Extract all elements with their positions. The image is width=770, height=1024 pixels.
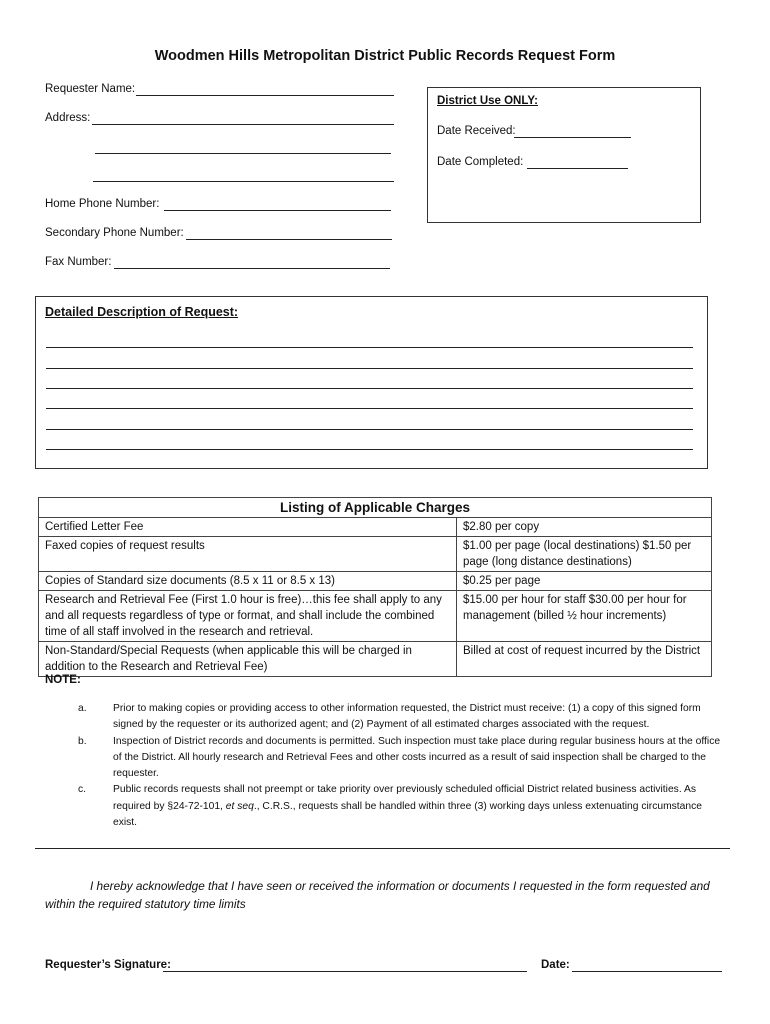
charges-table — [38, 497, 712, 677]
charge-cost: $1.00 per page (local destinations) $1.50 per page (long distance destinations) — [457, 537, 712, 572]
page-title: Woodmen Hills Metropolitan District Public Records Request Form — [154, 48, 616, 64]
table-row — [39, 642, 712, 677]
address-label: Address: — [45, 112, 91, 124]
table-row — [39, 572, 712, 591]
list-marker: a. — [78, 703, 87, 714]
list-item — [78, 734, 723, 783]
table-row — [39, 591, 712, 642]
description-box — [35, 296, 708, 469]
description-line-3[interactable] — [46, 388, 693, 389]
date-completed-label: Date Completed: — [437, 156, 524, 168]
list-marker: c. — [78, 784, 87, 796]
address-field-line-1[interactable] — [92, 111, 394, 125]
date-received-field[interactable] — [514, 124, 631, 138]
description-line-6[interactable] — [46, 449, 693, 450]
charge-cost: Billed at cost of request incurred by the District — [457, 642, 712, 677]
date-received-label: Date Received: — [437, 125, 516, 137]
home-phone-label: Home Phone Number: — [45, 198, 160, 210]
signature-label: Requester’s Signature: — [45, 959, 171, 971]
section-divider — [35, 848, 730, 849]
secondary-phone-label: Secondary Phone Number: — [45, 227, 184, 239]
district-use-box — [427, 87, 701, 223]
charge-item: Research and Retrieval Fee (First 1.0 hour is free)…this fee shall apply to any and all requests regardless of type or format, and shall include the combined time of all staff involved in the research and retrieval. — [39, 591, 457, 642]
description-line-1[interactable] — [46, 347, 693, 348]
address-field-line-3[interactable] — [93, 168, 394, 182]
list-marker: b. — [78, 735, 87, 747]
date-completed-field[interactable] — [527, 155, 628, 169]
signature-field[interactable] — [163, 957, 527, 972]
requester-name-field[interactable] — [136, 82, 394, 96]
charge-item: Faxed copies of request results — [39, 537, 457, 572]
description-heading: Detailed Description of Request: — [45, 305, 239, 319]
note-text-italic: et seq — [225, 800, 254, 812]
table-row — [39, 518, 712, 537]
acknowledgement-text: I hereby acknowledge that I have seen or received the information or documents I requested in the form requested and within the required statutory time limits — [45, 879, 710, 911]
table-row — [39, 537, 712, 572]
charge-cost: $2.80 per copy — [457, 518, 712, 537]
fax-field[interactable] — [114, 255, 390, 269]
note-text: Prior to making copies or providing access to other information requested, the District must receive: (1) a copy of this signed form signed by the requester or its authorized agent; and (2) Payment of all estimated charges associated with the request. — [113, 703, 701, 731]
note-label: NOTE: — [45, 674, 81, 686]
district-use-heading: District Use ONLY: — [437, 95, 538, 107]
list-item — [78, 782, 723, 831]
charge-item: Copies of Standard size documents (8.5 x 11 or 8.5 x 13) — [39, 572, 457, 591]
description-line-5[interactable] — [46, 429, 693, 430]
description-line-4[interactable] — [46, 408, 693, 409]
date-label: Date: — [541, 959, 570, 971]
date-field[interactable] — [572, 957, 722, 972]
home-phone-field[interactable] — [164, 197, 391, 211]
charge-cost: $15.00 per hour for staff $30.00 per hour for management (billed ½ hour increments) — [457, 591, 712, 642]
charge-item: Non-Standard/Special Requests (when applicable this will be charged in addition to the Research and Retrieval Fee) — [39, 642, 457, 677]
note-text-part: ., C.R.S., requests shall be handled within three (3) working days unless extenuating circumstance exist. — [113, 800, 702, 829]
charge-cost: $0.25 per page — [457, 572, 712, 591]
requester-name-label: Requester Name: — [45, 83, 136, 95]
note-list — [78, 701, 723, 831]
charges-heading: Listing of Applicable Charges — [39, 498, 712, 518]
fax-label: Fax Number: — [45, 256, 112, 268]
secondary-phone-field[interactable] — [186, 226, 392, 240]
address-field-line-2[interactable] — [95, 140, 391, 154]
note-text: Inspection of District records and documents is permitted. Such inspection must take place during regular business hours at the office of the District. All hourly research and Retrieval Fees and other costs incurred as a result of said inspection shall be charged to the requester. — [113, 735, 721, 780]
list-item — [78, 701, 723, 734]
description-line-2[interactable] — [46, 368, 693, 369]
note-text-part: Public records requests shall not preempt or take priority over previously scheduled official District related business activities. As required by §24-72-101, — [113, 784, 696, 812]
charge-item: Certified Letter Fee — [39, 518, 457, 537]
